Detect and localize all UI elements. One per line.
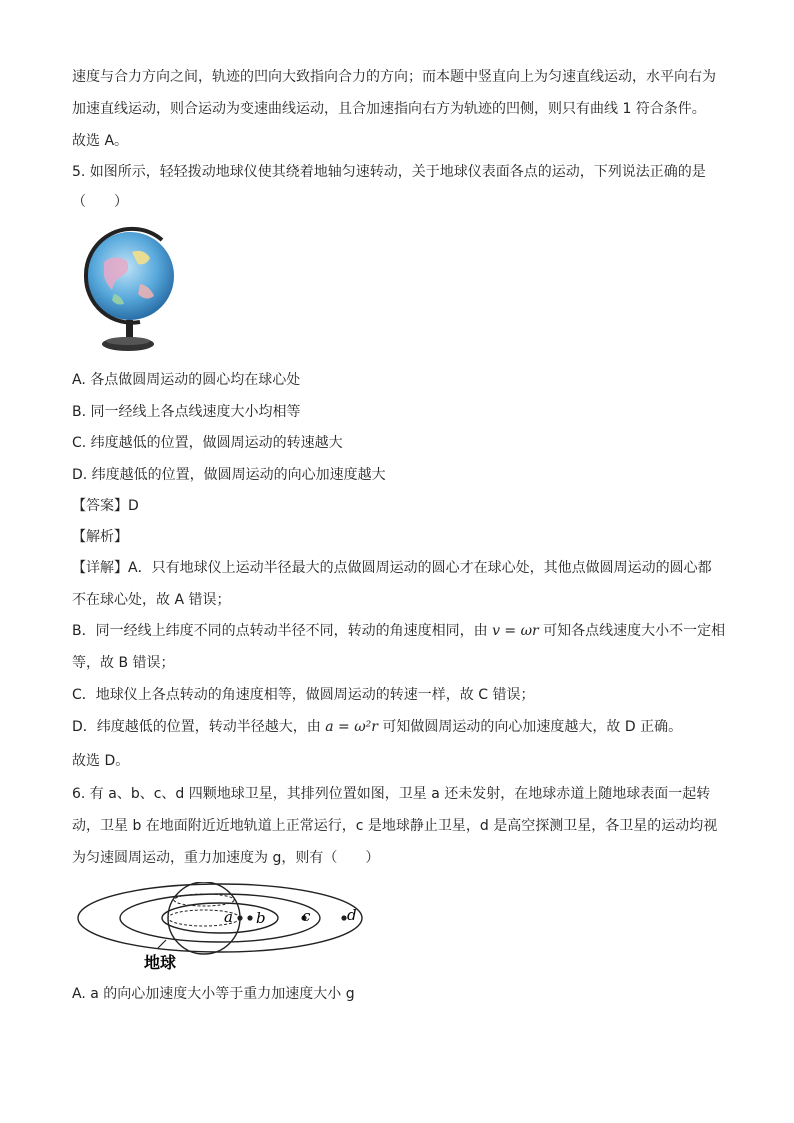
detail-line-2: 不在球心处，故 A 错误；	[72, 592, 231, 608]
text-line-2: 加速直线运动，则合运动为变速曲线运动，且合加速指向右方为轨迹的凹侧，则只有曲线 1 符合条件。	[72, 101, 706, 117]
formula-v-omega-r: v = ωr	[492, 623, 539, 639]
detail-b-text-a: B．同一经线上纬度不同的点转动半径不同，转动的角速度相同，由	[72, 623, 488, 639]
label-c: c	[302, 907, 311, 925]
label-d: d	[347, 906, 357, 924]
option-a: A. 各点做圆周运动的圆心均在球心处	[72, 372, 301, 388]
satellite-a-dot	[237, 915, 242, 920]
answer-label: 【答案】D	[72, 498, 139, 514]
detail-d-text-a: D．纬度越低的位置，转动半径越大，由	[72, 719, 321, 735]
question-6-line-3: 为匀速圆周运动，重力加速度为 g，则有（ ）	[72, 850, 380, 866]
earth-label: 地球	[144, 953, 177, 972]
text-line-3: 故选 A。	[72, 133, 129, 149]
analysis-label: 【解析】	[72, 529, 128, 545]
orbit-c	[120, 894, 320, 942]
question-5: 5. 如图所示，轻轻拨动地球仪使其绕着地轴匀速转动，关于地球仪表面各点的运动，下列说法正确的是	[72, 164, 706, 180]
option-d: D. 纬度越低的位置，做圆周运动的向心加速度越大	[72, 467, 386, 483]
formula-a-omega2-r: a = ω²r	[325, 719, 378, 735]
satellite-b-dot	[247, 915, 252, 920]
globe-icon	[70, 222, 182, 358]
detail-b-line-1	[72, 622, 725, 640]
option-b: B. 同一经线上各点线速度大小均相等	[72, 404, 301, 420]
detail-line-1: 【详解】A．只有地球仪上运动半径最大的点做圆周运动的圆心才在球心处，其他点做圆周运动的圆心都	[72, 560, 712, 576]
question-6-option-a: A. a 的向心加速度大小等于重力加速度大小 g	[72, 986, 355, 1002]
option-c: C. 纬度越低的位置，做圆周运动的转速越大	[72, 435, 343, 451]
label-b: b	[256, 909, 266, 927]
satellite-d-dot	[341, 915, 346, 920]
question-6-line-2: 动，卫星 b 在地面附近近地轨道上正常运行，c 是地球静止卫星，d 是高空探测卫星，各卫星的运动均视	[72, 818, 718, 834]
detail-d-line	[72, 718, 682, 736]
detail-b-line-2: 等，故 B 错误；	[72, 655, 175, 671]
text-line-1: 速度与合力方向之间，轨迹的凹向大致指向合力的方向；而本题中竖直向上为匀速直线运动，水平向右为	[72, 69, 716, 85]
satellite-orbit-diagram	[74, 882, 374, 972]
label-a: a	[224, 908, 233, 926]
choose-d: 故选 D。	[72, 753, 130, 769]
detail-b-text-b: 可知各点线速度大小不一定相	[543, 623, 726, 639]
detail-d-text-b: 可知做圆周运动的向心加速度越大，故 D 正确。	[382, 719, 683, 735]
question-5-bracket: （ ）	[72, 194, 128, 210]
detail-c: C．地球仪上各点转动的角速度相等，做圆周运动的转速一样，故 C 错误；	[72, 687, 535, 703]
question-6-line-1: 6. 有 a、b、c、d 四颗地球卫星，其排列位置如图，卫星 a 还未发射，在地球赤道上随地球表面一起转	[72, 786, 711, 802]
